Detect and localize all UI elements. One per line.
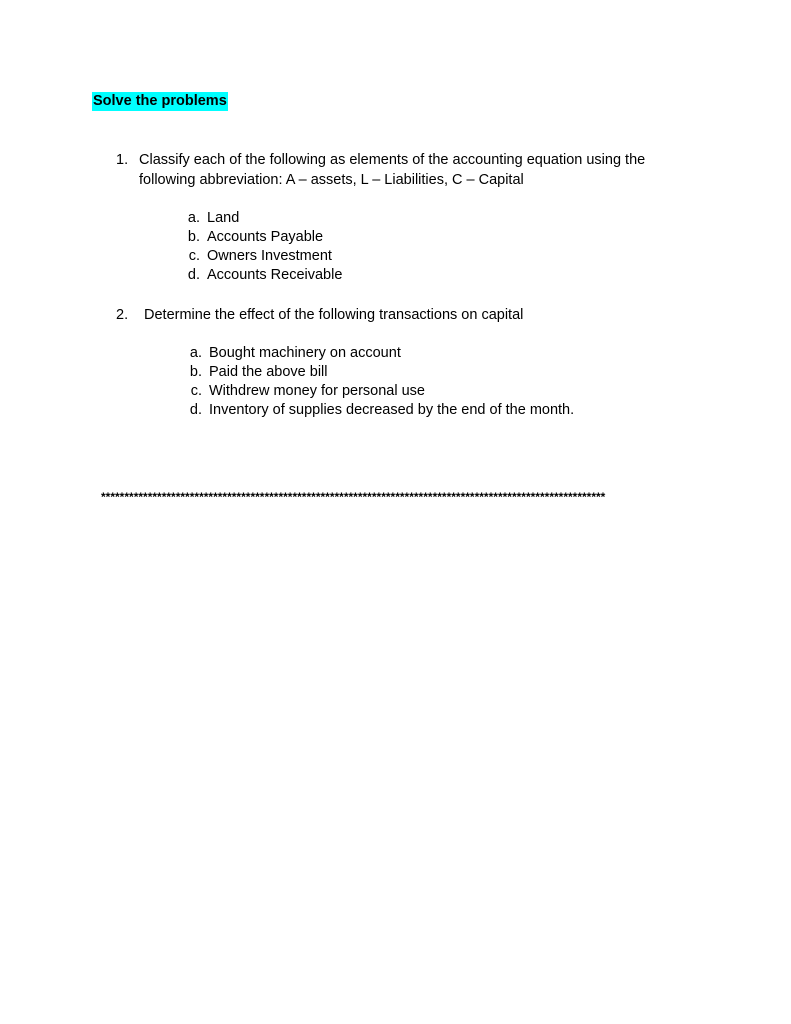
list-item-text: Withdrew money for personal use <box>209 383 425 399</box>
list-item-letter: d. <box>187 267 200 283</box>
list-item-letter: d. <box>189 402 202 418</box>
list-item <box>178 209 239 228</box>
list-item-text: Land <box>207 210 240 226</box>
list-item <box>178 228 323 247</box>
list-item-letter: b. <box>187 229 200 245</box>
list-item-text: Owners Investment <box>207 248 332 264</box>
list-item-letter: c. <box>190 383 202 399</box>
list-item-text: Inventory of supplies decreased by the end of the month. <box>209 402 575 418</box>
question-number: 2. <box>116 307 129 323</box>
list-item <box>178 266 342 285</box>
list-item-text: Bought machinery on account <box>209 345 401 361</box>
list-item-letter: a. <box>187 210 200 226</box>
list-item <box>180 401 574 420</box>
list-item-text: Accounts Receivable <box>207 267 343 283</box>
list-item-letter: a. <box>189 345 202 361</box>
list-item <box>178 247 332 266</box>
question-text-line2: following abbreviation: A – assets, L – Liabilities, C – Capital <box>139 172 524 188</box>
list-item <box>180 382 425 401</box>
asterisk-divider: ************************************************************************************************************ <box>101 490 606 504</box>
section-heading: Solve the problems <box>93 93 227 109</box>
question-number: 1. <box>116 152 129 168</box>
question-text-line1: Determine the effect of the following transactions on capital <box>144 307 524 323</box>
list-item-text: Accounts Payable <box>207 229 324 245</box>
question-text-line1: Classify each of the following as elements of the accounting equation using the <box>139 152 646 168</box>
list-item <box>180 344 401 363</box>
list-item <box>180 363 328 382</box>
list-item-text: Paid the above bill <box>209 364 328 380</box>
list-item-letter: c. <box>188 248 200 264</box>
list-item-letter: b. <box>189 364 202 380</box>
